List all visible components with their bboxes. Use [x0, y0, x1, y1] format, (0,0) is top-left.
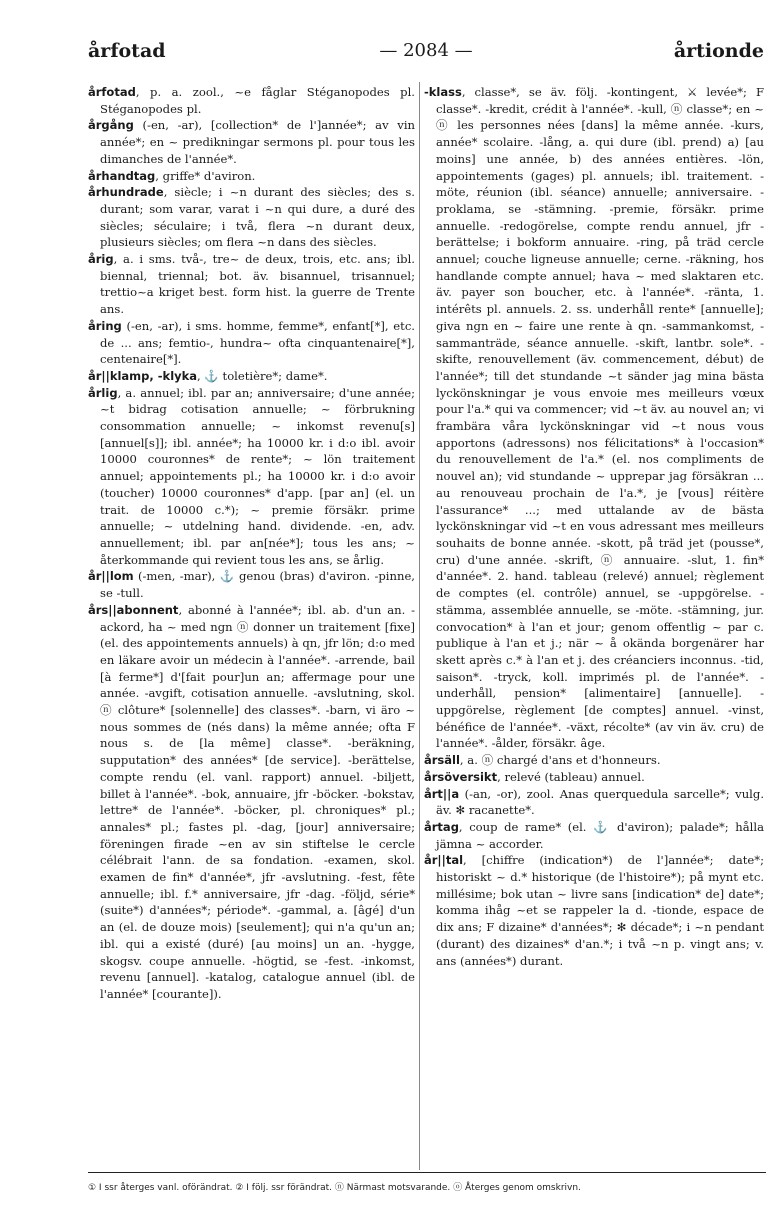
entry-definition: , [chiffre (indication*) de l']année*; date*; historiskt ~ d.* historique (de l'histoire*); på mynt etc. millésime; bok utan ~ livre sans [indication* de] date*; komma ihåg ~et se rappeler la d. -tionde, espace de dix ans; F dizaine* d'années*; ✻ décade*; i ~n pendant (durant) des dizaines* d'an.*; i två ~n p. vingt ans; v. ans (années*) durant.	[436, 853, 764, 968]
entry-definition: (-en, -ar), [collection* de l']année*; av vin année*; en ~ predikningar sermons pl. pour tous les dimanches de l'année*.	[100, 118, 415, 166]
entry-definition: , a. annuel; ibl. par an; anniversaire; d'une année; ~t bidrag cotisation annuelle; ~ förbrukning consommation annuelle; ~ inkomst revenu[s] [annuel[s]]; ibl. année*; ha 10000 kr. i d:o ibl. avoir 10000 couronnes* de rente*; ~ lön traitement annuel; appointements pl.; ha 10000 kr. i d:o avoir (toucher) 10000 couronnes* d'app. [par an] (el. un trait. de 10000 c.*); ~ premie försäkr. prime annuelle; ~ utdelning hand. dividende. -en, adv. annuellement; ibl. par an[née*]; tous les ans; ~ återkommande qui revient tous les ans, se årlig.	[100, 385, 415, 567]
entry-lemma: år||tal	[424, 853, 464, 868]
dictionary-entry	[88, 602, 415, 1003]
entry-lemma: årig	[88, 252, 114, 267]
entry-definition: , abonné à l'année*; ibl. ab. d'un an. -ackord, ha ~ med ngn ⓝ donner un traitement [fixe] (el. des appointements annuels) à qn, jfr lön; d:o med en läkare avoir un médecin à l'année*. -arrende, bail [à ferme*] d'[fait pour]un an; affermage pour une année. -avgift, cotisation annuelle. -avslutning, skol. ⓝ clôture* [solennelle] des classes*. -barn, vi äro ~ nous sommes de (nés dans) la même année; ofta F nous s. de [la même] classe*. -beräkning, supputation* des années* [de service]. -berättelse, compte rendu (el. vanl. rapport) annuel. -biljett, billet à l'année*. -bok, annuaire, jfr -böcker. -bokstav, lettre* de l'année*. -böcker, pl. chroniques* pl.; annales* pl.; fastes pl. -dag, [jour] anniversaire; föreningen firade ~en av sin stiftelse le cercle célébrait l'ann. de sa fondation. -examen, skol. examen de fin* d'année*, jfr -avslutning. -fest, fête annuelle; ibl. f.* anniversaire, jfr -dag. -följd, série* (suite*) d'années*; période*. -gammal, a. [âgé] d'un an (el. de douze mois) [seulement]; qui n'a qu'un an; ibl. qui a existé (duré) [au moins] un an. -hygge, skogsv. coupe annuelle. -högtid, se -fest. -inkomst, revenu [annuel]. -katalog, catalogue annuel (ibl. de l'année* [courante]).	[100, 602, 415, 1001]
dictionary-entry	[88, 568, 415, 601]
page-header	[88, 40, 764, 74]
entry-definition: , relevé (tableau) annuel.	[497, 769, 645, 784]
left-headword: årfotad	[88, 40, 166, 62]
entry-definition: , siècle; i ~n durant des siècles; des s. durant; som varar, varat i ~n qui dure, a duré des siècles; séculaire; i två, flera ~n durant deux, plusieurs siècles; om flera ~n dans des siècles.	[100, 185, 415, 250]
dictionary-entry	[424, 752, 764, 769]
dictionary-entry	[88, 251, 415, 318]
entry-definition: (-men, -mar), ⚓ genou (bras) d'aviron. -pinne, se -tull.	[100, 569, 415, 601]
entry-definition: (-an, -or), zool. Anas querquedula sarcelle*; vulg. äv. ✻ racanette*.	[436, 786, 764, 818]
entry-definition: , griffe* d'aviron.	[155, 168, 256, 183]
right-column	[424, 84, 764, 1100]
entry-lemma: årt||a	[424, 786, 460, 801]
entry-lemma: århandtag	[88, 168, 156, 183]
dictionary-entry	[88, 168, 415, 185]
dictionary-entry	[88, 117, 415, 167]
entry-lemma: år||klamp, -klyka	[88, 368, 198, 383]
entry-lemma: årfotad	[88, 85, 136, 99]
entry-lemma: årgång	[88, 118, 134, 133]
entry-definition: , coup de rame* (el. ⚓ d'aviron); palade*; hålla jämna ~ accorder.	[436, 819, 764, 851]
left-column	[88, 84, 415, 1100]
entry-lemma: århundrade	[88, 185, 164, 200]
dictionary-entry	[88, 368, 415, 385]
entry-lemma: årtag	[424, 819, 459, 834]
entry-lemma: år||lom	[88, 569, 134, 584]
entry-lemma: -klass	[424, 85, 462, 99]
right-headword: årtionde	[673, 40, 764, 62]
dictionary-entry	[424, 84, 764, 752]
footnote-rule	[88, 1172, 766, 1173]
footnotes: ① I ssr återges vanl. oförändrat. ② I följ. ssr förändrat. ⓝ Närmast motsvarande. ⓞ Återges genom omskrivn.	[88, 1183, 581, 1193]
entry-lemma: årsäll	[424, 753, 460, 768]
dictionary-entry	[88, 184, 415, 251]
entry-definition: (-en, -ar), i sms. homme, femme*, enfant[*], etc. de ... ans; femtio-, hundra~ ofta cinquantenaire[*], centenaire[*].	[100, 318, 415, 367]
dictionary-entry	[88, 84, 415, 117]
page-number: — 2084 —	[379, 40, 473, 61]
entry-definition: , a. ⓝ chargé d'ans et d'honneurs.	[459, 753, 661, 768]
entry-definition: , a. i sms. två-, tre~ de deux, trois, etc. ans; ibl. biennal, triennal; bot. äv. bisannuel, trisannuel; trettio~a kriget best. form hist. la guerre de Trente ans.	[100, 252, 415, 317]
entry-definition: , classe*, se äv. följ. -kontingent, ⚔ levée*; F classe*. -kredit, crédit à l'année*. -kull, ⓝ classe*; en ~ ⓝ les personnes nées [dans] la même année. -kurs, année* scolaire. -lång, a. qui dure (ibl. prend) a) [au moins] une année, b) des années entières. -lön, appointements (gages) pl. annuels; ibl. traitement. -möte, réunion (ibl. séance) annuelle; anniversaire. -proklama, se -stämning. -premie, försäkr. prime annuelle. -redogörelse, compte rendu annuel, jfr -berättelse; i bokform annuaire. -ring, på träd cercle annuel; couche ligneuse annuelle; cerne. -räkning, hos handlande compte annuel; hava ~ med slaktaren etc. äv. payer son boucher, etc. à l'année*. -ränta, 1. intérêts pl. annuels. 2. ss. underhåll rente* [annuelle]; giva ngn en ~ faire une rente à qn. -sammankomst, -sammanträde, séance annuelle. -skift, lantbr. sole*. -skifte, renouvellement (äv. commencement, début) de l'année*; till det stundande ~t sänder jag mina bästa lyckönskningar je vous envoie mes meilleurs vœux pour l'a.* qui va commencer; vid ~t äv. au nouvel an; vi frambära våra lyckönskningar vid ~t nous vous apportons (adressons) nos félicitations* à l'occasion* du renouvellement de l'a.* (el. nos compliments de nouvel an); vid stundande ~ upprepar jag försäkran ... au renouveau prochain de l'a.*, je [vous] réitère l'assurance* ...; med uttalande av de bästa lyckönskningar vid ~t en vous adressant mes meilleurs souhaits de bonne année. -skott, på träd jet (pousse*, cru) d'une année. -skrift, ⓝ annuaire. -slut, 1. fin* d'année*. 2. hand. tableau (relevé) annuel; règlement de comptes (el. contrôle) annuel, se -uppgörelse. -stämma, assemblée annuelle, se -möte. -stämning, jur. convocation* à l'an et jour; genom offentlig ~ par c. publique à l'an et j.; när ~ å okända borgenärer har skett après c.* à l'an et j. des créanciers inconnus. -tid, saison*. -tryck, koll. imprimés pl. de l'année*. -underhåll, pension* [alimentaire] [annuelle]. -uppgörelse, règlement [de comptes] annuel. -vinst, bénéfice de l'année*. -växt, récolte* (av vin äv. cru) de l'année*. -ålder, försäkr. âge.	[436, 85, 764, 751]
entry-lemma: åring	[88, 318, 122, 333]
entry-lemma: årsöversikt	[424, 769, 498, 784]
dictionary-entry	[424, 786, 764, 819]
dictionary-entry	[424, 769, 764, 786]
column-divider	[419, 82, 420, 1170]
entry-lemma: års||abonnent	[88, 602, 179, 617]
dictionary-entry	[88, 318, 415, 368]
dictionary-entry	[424, 852, 764, 969]
entry-definition: , ⚓ toletière*; dame*.	[197, 368, 328, 383]
dictionary-entry	[88, 385, 415, 569]
entry-lemma: årlig	[88, 385, 118, 400]
dictionary-entry	[424, 819, 764, 852]
entry-definition: , p. a. zool., ~e fåglar Stéganopodes pl. Stéganopodes pl.	[100, 85, 415, 116]
